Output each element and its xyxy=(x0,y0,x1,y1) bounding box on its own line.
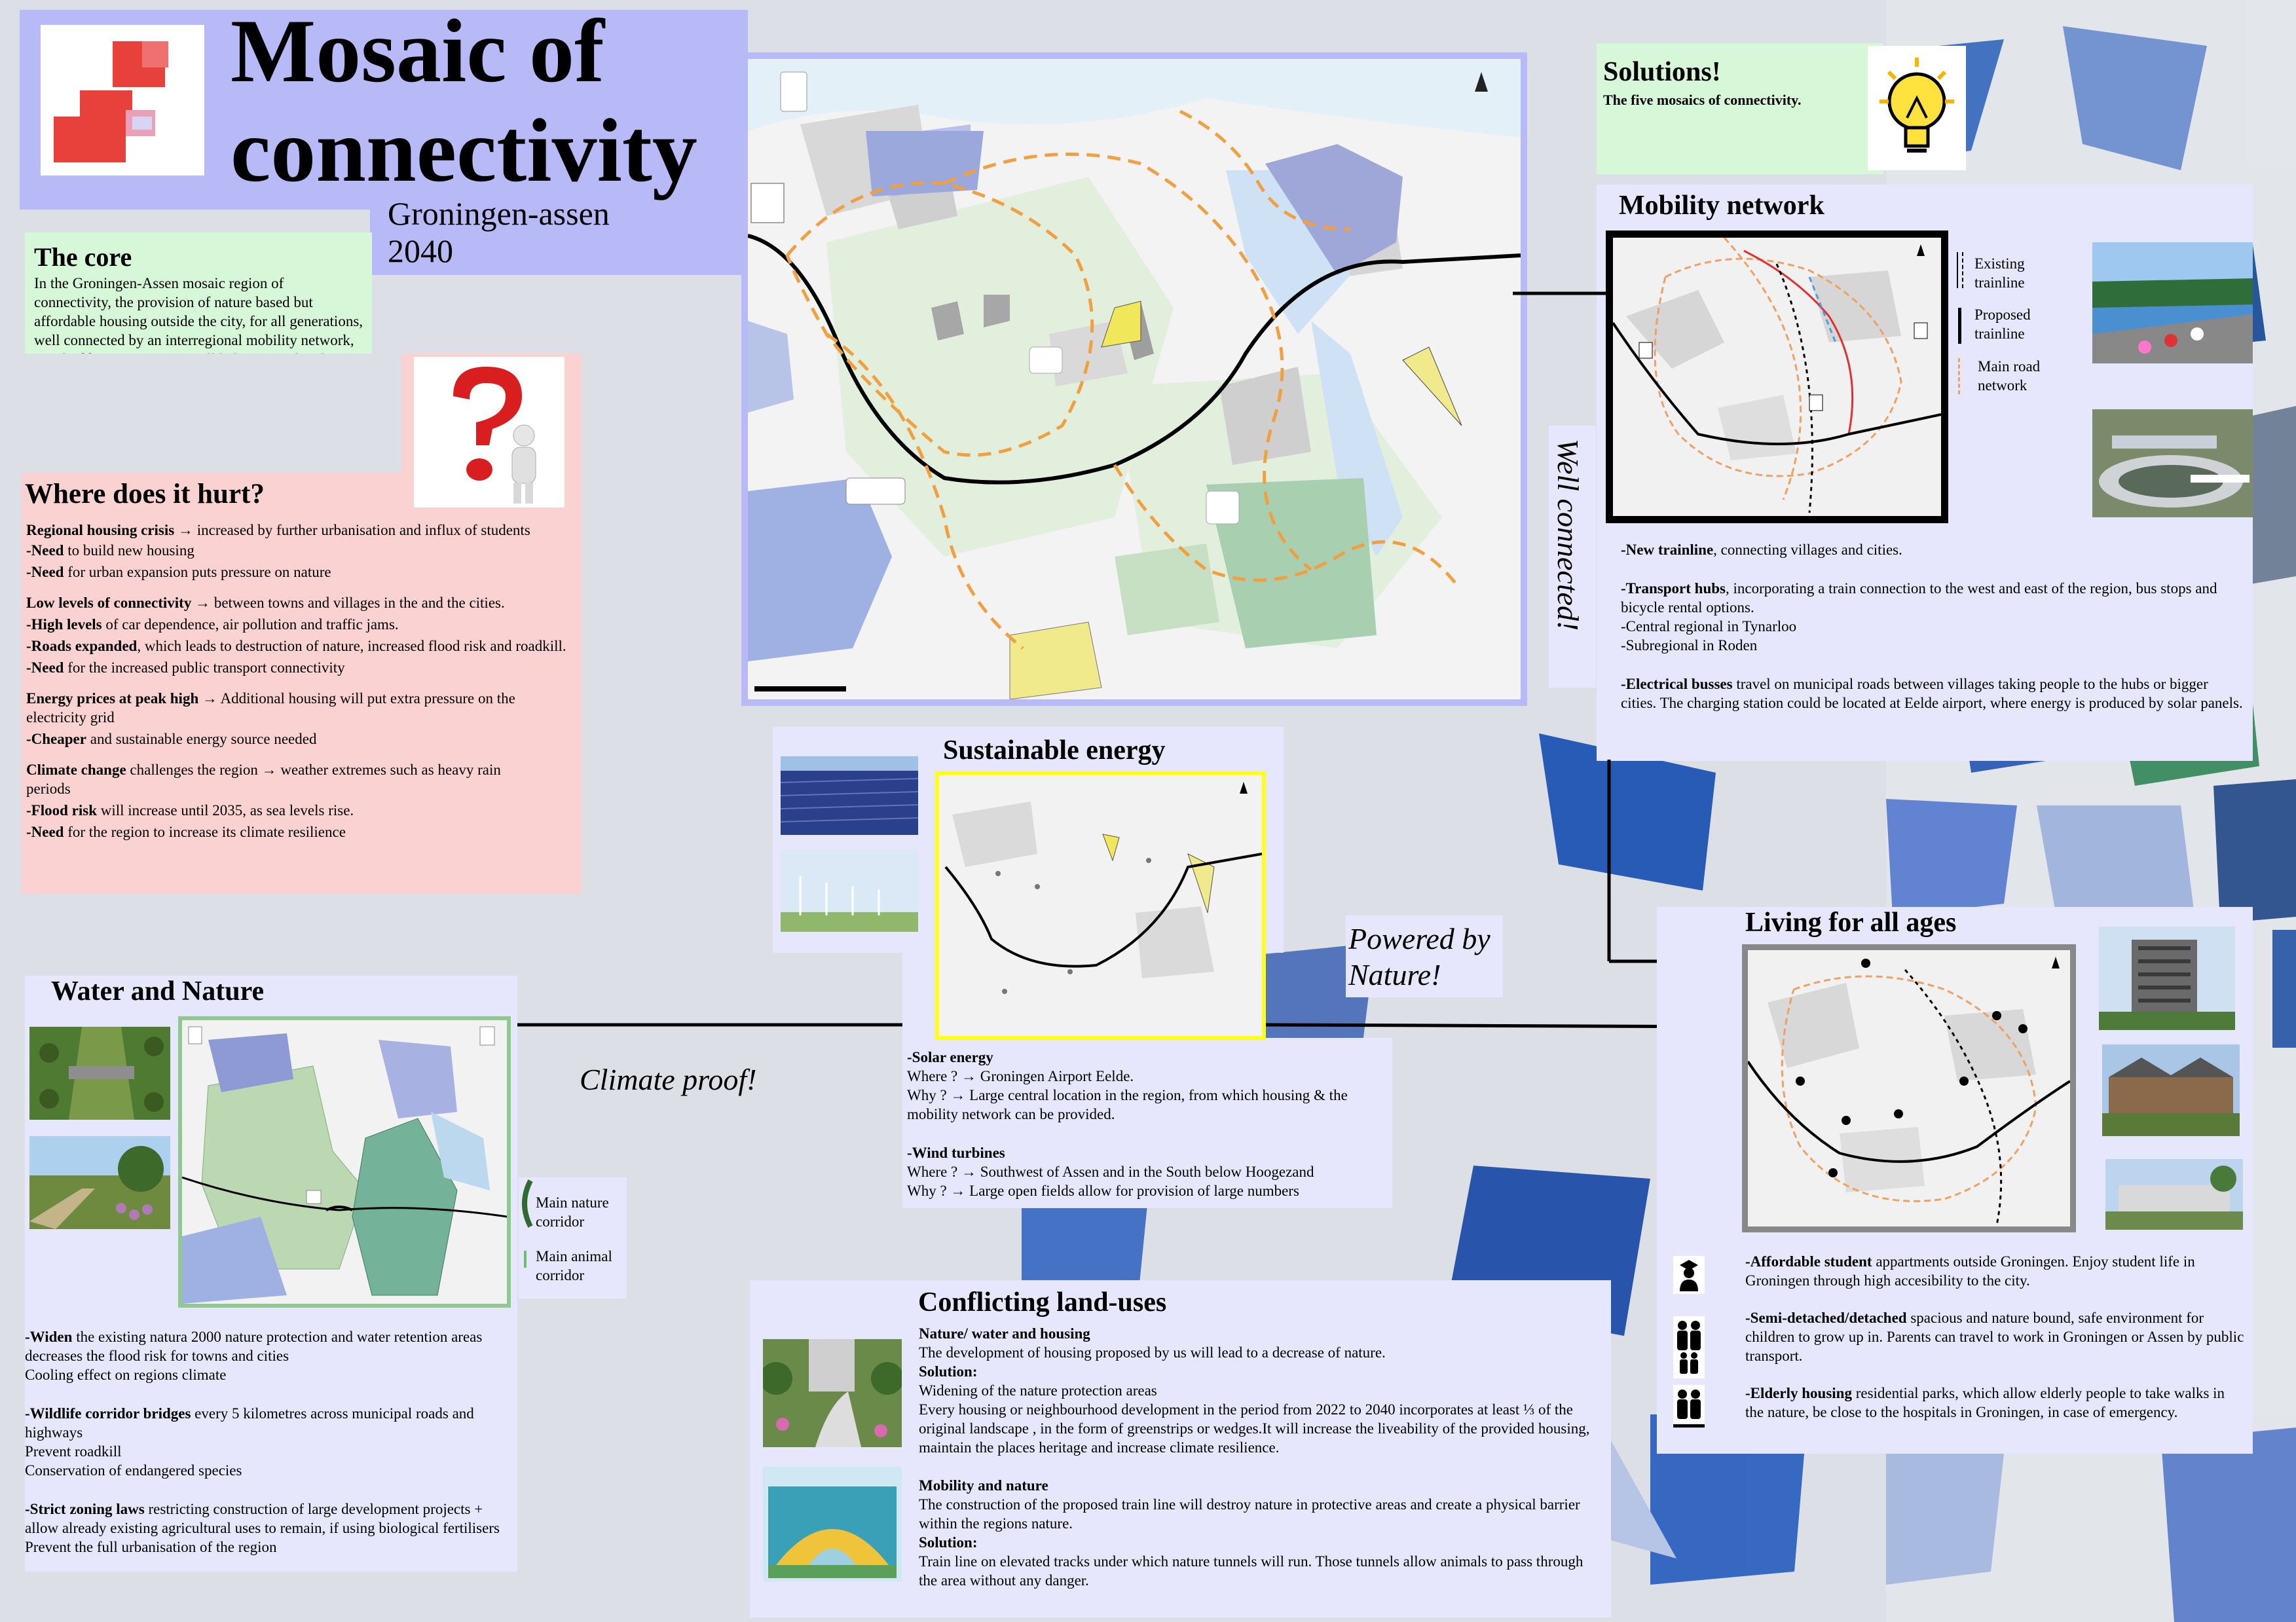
conflict-heading: Conflicting land-uses xyxy=(918,1287,1167,1318)
logo xyxy=(41,25,204,175)
conflict-body: Nature/ water and housing The development of housing proposed by us will lead to a decrease of nature. Solution: Widening of the nature protection areas Every housing or neighbourhood development in the period from 2022 to 2040 incorporates at least ⅓ of the original landscape , in the form of greenstrips or wedges.It will increase the liveability of the provided housing, maintain the places heritage and increase climate resilience. Mobility and nature The construction of the proposed train line will destroy nature in protective areas and create a physical barrier within the regions nature. Solution: Train line on elevated tracks under which nature tunnels will run. Those tunnels allow animals to pass through the area without any danger. xyxy=(919,1325,1590,1589)
mobility-heading: Mobility network xyxy=(1619,191,1824,221)
photo-wind-turbines xyxy=(781,850,918,932)
photo-transport-hub xyxy=(2092,409,2253,517)
page-title: Mosaic of connectivity xyxy=(231,1,697,200)
legend-main-road: Main road network xyxy=(1978,358,2041,394)
photo-solar-panels xyxy=(781,756,918,835)
photo-cyclists xyxy=(2092,242,2253,363)
legend-animal-corridor-swatch xyxy=(524,1251,527,1268)
photo-student-apartments xyxy=(2099,927,2235,1030)
logo-mosaic-icon xyxy=(41,25,204,175)
student-icon xyxy=(1673,1256,1705,1294)
energy-map xyxy=(935,771,1266,1040)
lightbulb-drawing xyxy=(1868,46,1966,170)
living-map xyxy=(1742,944,2076,1232)
legend-existing-trainline-swatch xyxy=(1957,252,1963,288)
legend-proposed-trainline-swatch xyxy=(1958,308,1961,344)
powered-label: Powered by Nature! xyxy=(1348,922,1491,991)
legend-animal-corridor: Main animal corridor xyxy=(536,1248,612,1283)
photo-elderly-housing xyxy=(2105,1159,2243,1230)
energy-body: -Solar energy Where ? → Groningen Airport Eelde. Why ? → Large central location in the region, from which housing & the mobility network can be provided. -Wind turbines Where ? → Southwest of Assen and in the South below Hoogezand Why ? → Large open fields allow for provision of large numbers xyxy=(907,1049,1348,1199)
hurt-body: Regional housing crisis → increased by further urbanisation and influx of students -Need to build new housing -Need for urban expansion puts pressure on nature Low levels of connectivity → between towns and villages in the and the cities. -High levels of car dependence, air pollution and traffic jams. -Roads expanded, which leads to destruction of nature, increased flood risk and roadkill. -Need for the increased public transport connectivity Energy prices at peak high → Additional housing will put extra pressure on the electricity grid -Cheaper and sustainable energy source needed Climate change challenges the region → weather extremes such as heavy rain periods -Flood risk will increase until 2035, as sea levels rise. -Need for the region to increase its climate resilience xyxy=(26,522,566,840)
water-legend xyxy=(519,1177,627,1299)
legend-main-road-swatch xyxy=(1958,358,1961,394)
mobility-map xyxy=(1606,230,1948,523)
climate-proof-label: Climate proof! xyxy=(580,1063,757,1096)
mobility-map-drawing xyxy=(1613,238,1941,516)
core-body: In the Groningen-Assen mosaic region of connectivity, the provision of nature based but affordable housing outside the city, for all generations, well connected by an interregional mobility network, xyxy=(34,275,363,348)
water-heading: Water and Nature xyxy=(51,976,265,1006)
well-connected-label-box xyxy=(1549,426,1596,688)
water-body: -Widen the existing natura 2000 nature protection and water retention areas decreases the flood risk for towns and cities Cooling effect on regions climate -Wildlife corridor bridges every 5 kilometres across municipal roads and highways Prevent roadkill Conservation of endangered species -Strict zoning laws restricting construction of large development projects + allow already existing agricultural uses to remain, if using biological fertilisers Prevent the full urbanisation of the region xyxy=(25,1329,500,1555)
legend-proposed-trainline: Proposed trainline xyxy=(1974,306,2031,342)
mobility-body: -New trainline, connecting villages and cities. -Transport hubs, incorporating a train connection to the west and east of the region, bus stops and bicycle rental options. -Central regional in Tynarloo -Subregional in Roden -Electrical busses travel on municipal roads between villages taking people to the hubs or bigger cities. The charging station could be located at Eelde airport, where energy is produced by solar panels. xyxy=(1621,542,2243,711)
living-body: -Affordable student appartments outside Groningen. Enjoy student life in Groningen through high accesibility to the city. -Semi-detached/detached spacious and nature bound, safe environment for children to grow up in. Parents can travel to work in Groningen or Assen by public transport. -Elderly housing residential parks, which allow elderly people to take walks in the nature, be close to the hospitals in Groningen, in case of emergency. xyxy=(1745,1253,2244,1420)
elderly-icon xyxy=(1673,1385,1705,1428)
water-map-drawing xyxy=(182,1020,507,1304)
photo-nature-tunnel xyxy=(763,1467,902,1581)
powered-label-box xyxy=(1346,915,1503,997)
photo-nature-landscape xyxy=(29,1136,170,1229)
water-map xyxy=(178,1016,511,1308)
legend-existing-trainline: Existing trainline xyxy=(1974,255,2025,291)
solutions-heading: Solutions! xyxy=(1603,57,1721,87)
solutions-panel xyxy=(1597,43,1883,174)
lightbulb-icon xyxy=(1868,46,1966,170)
family-icon xyxy=(1673,1316,1705,1378)
solutions-subheading: The five mosaics of connectivity. xyxy=(1603,92,1802,108)
question-mark-figure xyxy=(414,357,565,507)
energy-map-drawing xyxy=(939,775,1262,1036)
page-subtitle: Groningen-assen 2040 xyxy=(388,195,610,269)
hurt-panel-notch xyxy=(22,354,401,473)
hurt-heading: Where does it hurt? xyxy=(25,479,265,509)
photo-detached-houses xyxy=(2102,1044,2240,1136)
well-connected-label: Well connected! xyxy=(1551,439,1585,631)
energy-heading: Sustainable energy xyxy=(943,735,1166,765)
legend-nature-corridor-swatch xyxy=(519,1177,534,1230)
main-map xyxy=(741,52,1527,706)
solutions-divider xyxy=(1865,43,1866,174)
photo-green-housing xyxy=(763,1339,902,1447)
question-mark-icon xyxy=(414,357,565,507)
photo-wildlife-bridge xyxy=(29,1027,170,1120)
main-map-drawing xyxy=(748,59,1521,699)
living-heading: Living for all ages xyxy=(1745,908,1957,938)
core-heading: The core xyxy=(34,242,132,272)
living-map-drawing xyxy=(1748,950,2070,1226)
legend-nature-corridor: Main nature corridor xyxy=(536,1194,609,1230)
